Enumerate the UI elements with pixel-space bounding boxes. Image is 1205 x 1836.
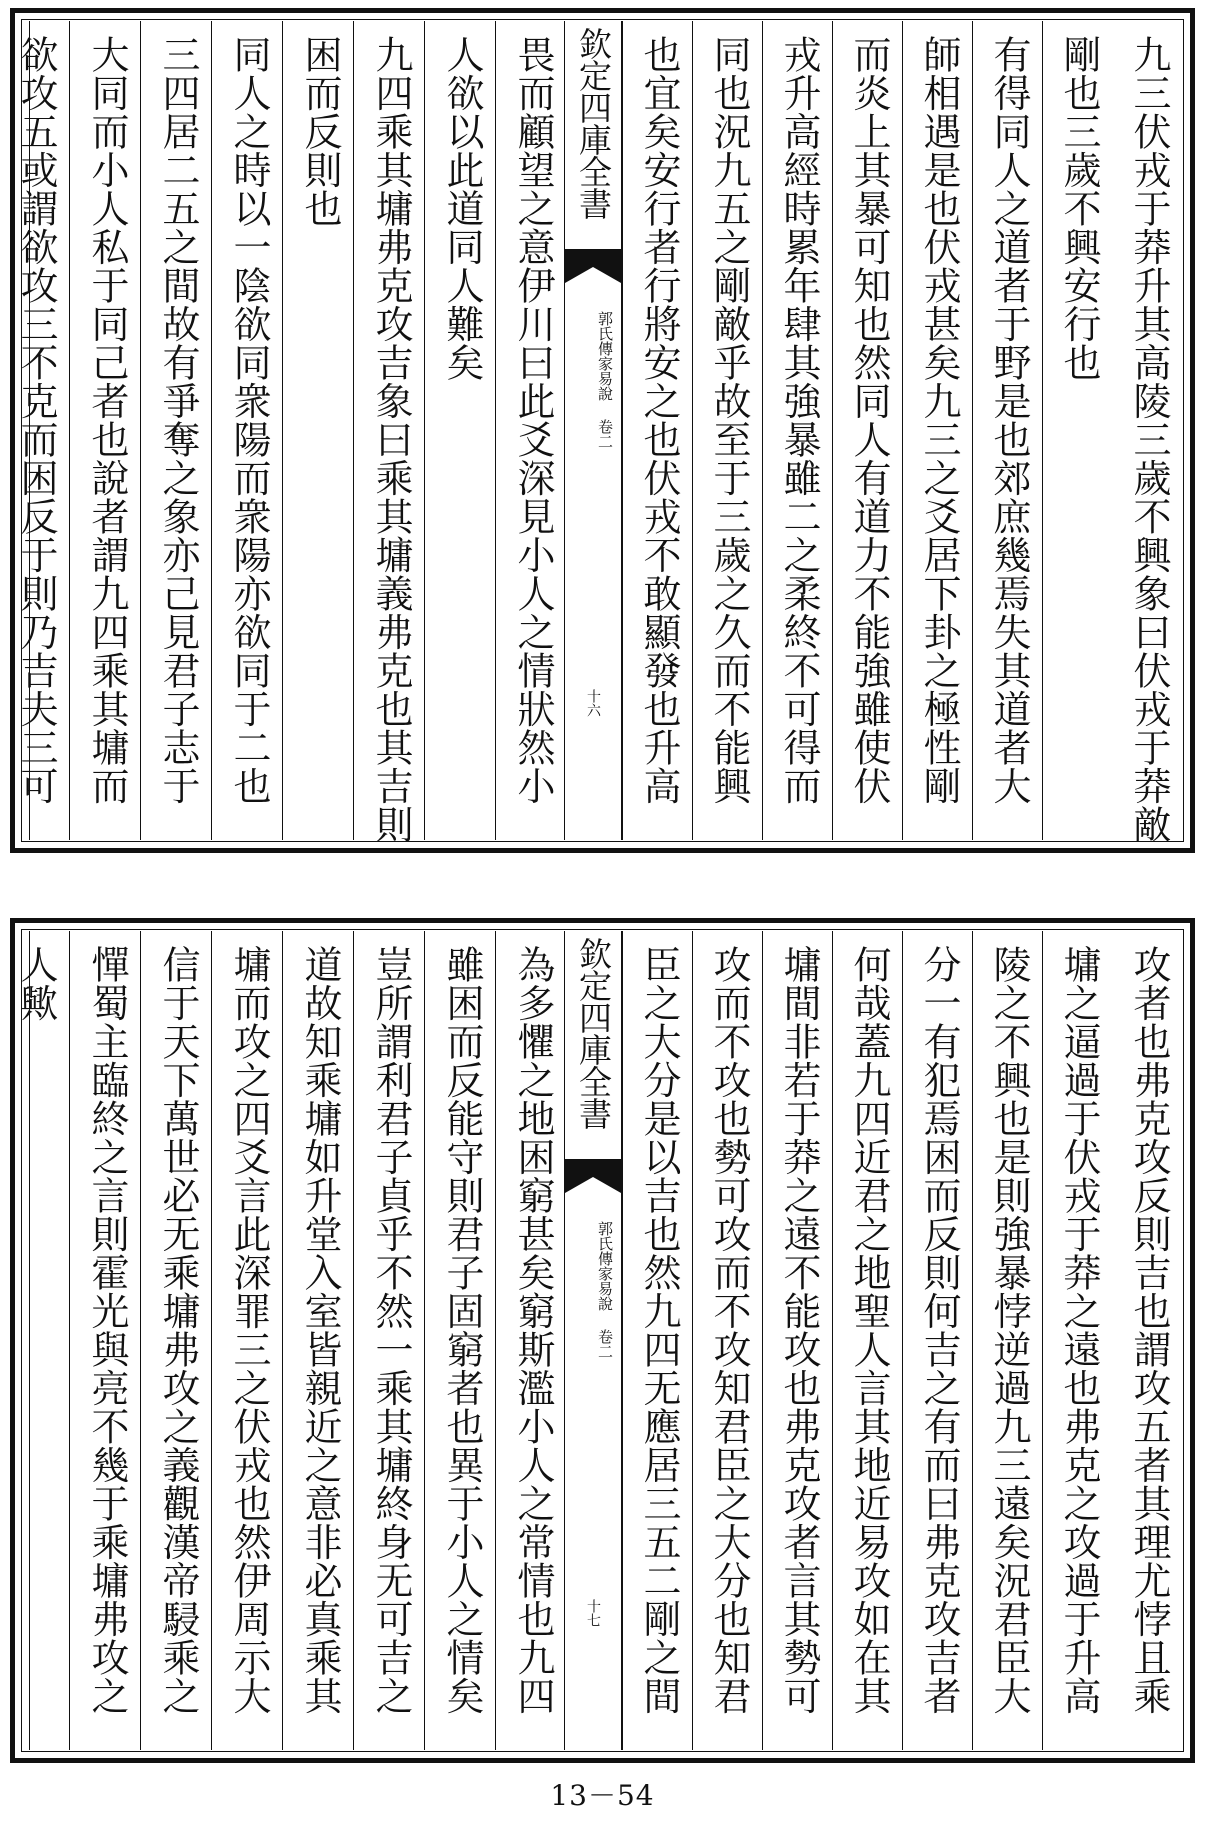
lower-book-page — [10, 918, 1195, 1763]
text-column: 戎升高經時累年肆其強暴雖二之柔終不可得而 — [762, 21, 832, 840]
text-column: 剛也三歲不興安行也 — [1042, 21, 1112, 840]
text-column: 困而反則也 — [282, 21, 353, 840]
text-column: 攻而不攻也勢可攻而不攻知君臣之大分也知君 — [692, 931, 762, 1750]
text-column: 墉間非若于莽之遠不能攻也弗克攻者言其勢可 — [762, 931, 832, 1750]
text-column: 信于天下萬世必无乘墉弗攻之義觀漢帝駸乘之 — [140, 931, 211, 1750]
text-column: 同人之時以一陰欲同衆陽而衆陽亦欲同于二也 — [211, 21, 282, 840]
book-spine — [564, 931, 622, 1750]
text-column: 墉之逼過于伏戎于莽之遠也弗克之攻過于升高 — [1042, 931, 1112, 1750]
lower-text-block — [14, 931, 1182, 1750]
fishtail-mark-icon — [565, 249, 621, 289]
text-column: 臣之大分是以吉也然九四无應居三五二剛之間 — [622, 931, 692, 1750]
text-column: 分一有犯焉困而反則何吉之有而曰弗克攻吉者 — [902, 931, 972, 1750]
text-column: 豈所謂利君子貞乎不然一乘其墉終身无可吉之 — [353, 931, 424, 1750]
upper-text-block — [14, 21, 1182, 844]
text-column: 為多懼之地困窮甚矣窮斯濫小人之常情也九四 — [495, 931, 566, 1750]
text-column: 有得同人之道者于野是也郊庶幾焉失其道者大 — [972, 21, 1042, 840]
spine-leaf-number: 十七 — [585, 1599, 601, 1627]
text-column: 畏而顧望之意伊川曰此爻深見小人之情狀然小 — [495, 21, 566, 840]
text-column: 也宜矣安行者行將安之也伏戎不敢顯發也升高 — [622, 21, 692, 840]
text-column: 陵之不興也是則強暴悖逆過九三遠矣況君臣大 — [972, 931, 1042, 1750]
spine-book-name: 郭氏傳家易說 — [596, 311, 614, 401]
spine-book-name: 郭氏傳家易說 — [596, 1221, 614, 1311]
text-column: 欲攻五或謂欲攻三不克而困反于則乃吉夫三可 — [29, 21, 69, 840]
text-column: 九四乘其墉弗克攻吉象曰乘其墉義弗克也其吉則 — [353, 21, 424, 840]
text-column: 九三伏戎于莽升其高陵三歲不興象曰伏戎于莽敵 — [1127, 35, 1171, 844]
text-column: 三四居二五之間故有爭奪之象亦己見君子志于 — [140, 21, 211, 840]
spine-leaf-number: 十六 — [585, 689, 601, 717]
text-column: 憚蜀主臨終之言則霍光與亮不幾于乘墉弗攻之 — [69, 931, 140, 1750]
text-column: 師相遇是也伏戎甚矣九三之爻居下卦之極性剛 — [902, 21, 972, 840]
text-column: 攻者也弗克攻反則吉也謂攻五者其理尤悖且乘 — [1127, 945, 1171, 1715]
fishtail-mark-icon — [565, 1159, 621, 1199]
spine-title: 欽定四庫全書 — [574, 27, 613, 219]
page-number: 13－54 — [550, 1779, 655, 1812]
text-column: 人歟 — [29, 931, 69, 1750]
book-spine — [564, 21, 622, 840]
text-column: 大同而小人私于同己者也說者謂九四乘其墉而 — [69, 21, 140, 840]
text-column: 雖困而反能守則君子固窮者也異于小人之情矣 — [424, 931, 495, 1750]
text-column: 而炎上其暴可知也然同人有道力不能強雖使伏 — [832, 21, 902, 840]
spine-subtitle — [571, 311, 615, 449]
upper-book-page — [10, 8, 1195, 853]
spine-subtitle — [571, 1221, 615, 1359]
text-column: 道故知乘墉如升堂入室皆親近之意非必真乘其 — [282, 931, 353, 1750]
text-column: 何哉蓋九四近君之地聖人言其地近易攻如在其 — [832, 931, 902, 1750]
spine-title: 欽定四庫全書 — [574, 937, 613, 1129]
spine-volume: 卷二 — [596, 419, 614, 449]
text-column: 同也況九五之剛敵乎故至于三歲之久而不能興 — [692, 21, 762, 840]
text-column: 人欲以此道同人難矣 — [424, 21, 495, 840]
spine-volume: 卷二 — [596, 1329, 614, 1359]
text-column: 墉而攻之四爻言此深罪三之伏戎也然伊周示大 — [211, 931, 282, 1750]
